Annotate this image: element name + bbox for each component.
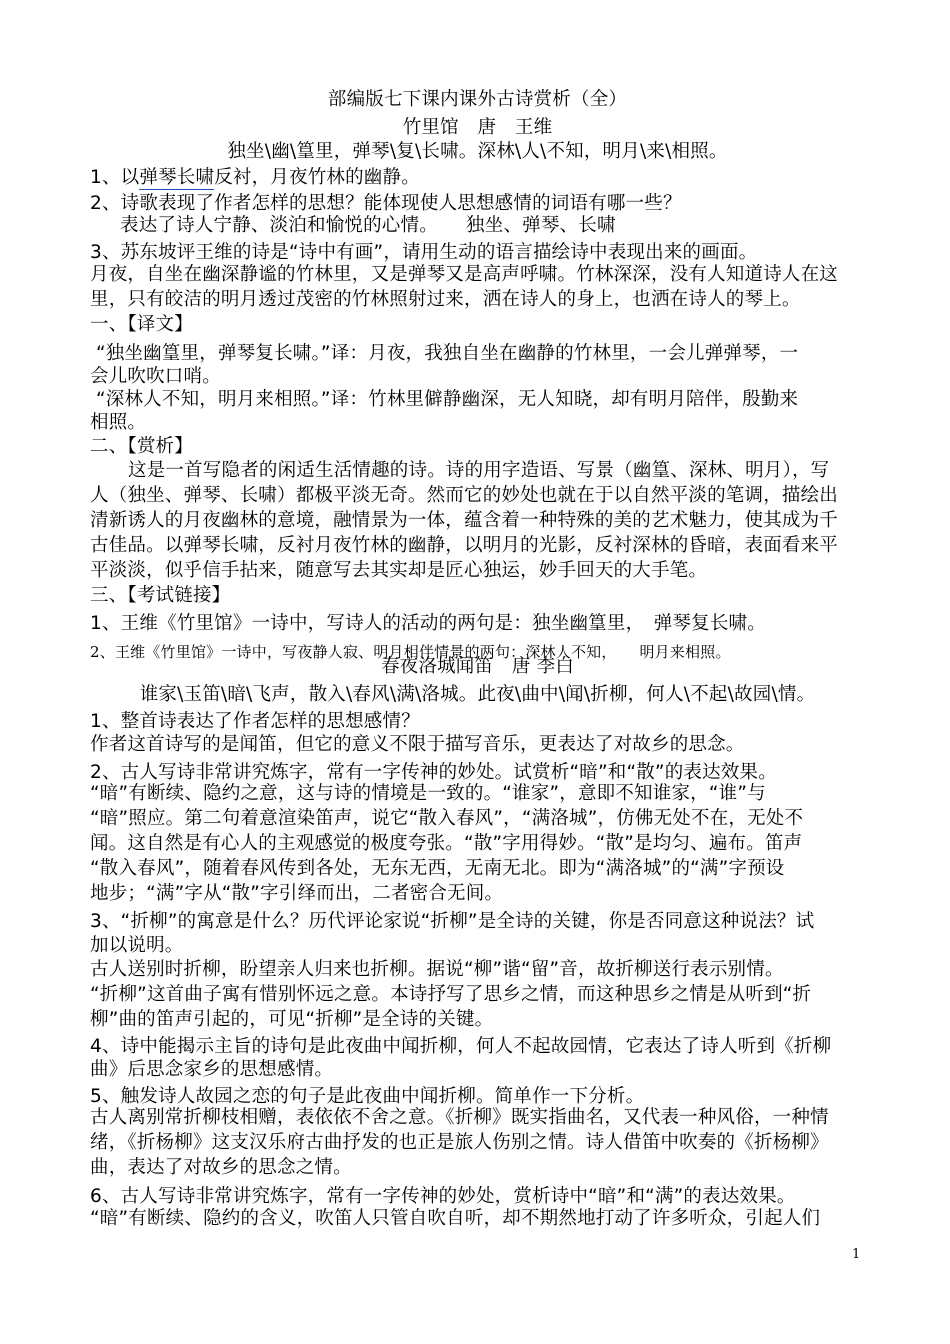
poem1-verse: 独坐\幽\篁里，弹琴\复\长啸。深林\人\不知，明月\来\相照。 bbox=[227, 141, 728, 162]
poem1-answer-3-line: 里，只有皎洁的明月透过茂密的竹林照射过来，洒在诗人的身上，也洒在诗人的琴上。 bbox=[90, 289, 801, 310]
section-heading-exam-link: 三、【考试链接】 bbox=[90, 585, 231, 606]
exam-link-2: 2、王维《竹里馆》一诗中，写夜静人寂、明月相伴情景的两句：深林人不知， 明月来相照。 bbox=[90, 643, 731, 661]
poem2-answer-3-line: 古人送别时折柳，盼望亲人归来也折柳。据说“柳”谐“留”音，故折柳送行表示别情。 bbox=[90, 959, 784, 980]
underlined-phrase: 弹琴长啸 bbox=[139, 167, 215, 188]
poem2-answer-5-line: 曲，表达了对故乡的思念之情。 bbox=[90, 1157, 352, 1178]
appreciation-line: 人（独坐、弹琴、长啸）都极平淡无奇。然而它的妙处也就在于以自然平淡的笔调，描绘出 bbox=[90, 485, 839, 506]
poem2-question-3-line: 3、“折柳”的寓意是什么？历代评论家说“折柳”是全诗的关键，你是否同意这种说法？试 bbox=[90, 911, 815, 932]
question-text: 反衬，月夜竹林的幽静。 bbox=[214, 167, 420, 188]
poem2-answer-2-line: 地步；“满”字从“散”字引绎而出，二者密合无间。 bbox=[90, 883, 504, 904]
document-title: 部编版七下课内课外古诗赏析（全） bbox=[327, 89, 628, 110]
poem2-answer-2-line: “暗”照应。第二句着意渲染笛声，说它“散入春风”，“满洛城”，仿佛无处不在，无处不 bbox=[90, 808, 804, 829]
poem2-answer-3-line: “折柳”这首曲子寓有惜别怀远之意。本诗抒写了思乡之情，而这种思乡之情是从听到“折 bbox=[90, 984, 812, 1005]
poem2-heading: 春夜洛城闻笛 唐 李白 bbox=[380, 656, 575, 677]
translation-line: 会儿吹吹口哨。 bbox=[90, 366, 221, 387]
appreciation-line: 古佳品。以弹琴长啸，反衬月夜竹林的幽静，以明月的光影，反衬深林的昏暗，表面看来平 bbox=[90, 535, 839, 556]
poem2-verse: 谁家\玉笛\暗\飞声，散入\春风\满\洛城。此夜\曲中\闻\折柳，何人\不起\故园\情。 bbox=[139, 684, 816, 705]
poem1-question-3: 3、苏东坡评王维的诗是“诗中有画”，请用生动的语言描绘诗中表现出来的画面。 bbox=[90, 242, 758, 263]
poem2-question-4-line: 曲》后思念家乡的思想感情。 bbox=[90, 1059, 334, 1080]
poem2-question-2: 2、古人写诗非常讲究炼字，常有一字传神的妙处。试赏析“暗”和“散”的表达效果。 bbox=[90, 762, 777, 783]
poem1-question-1 bbox=[90, 166, 865, 190]
poem2-answer-3-line: 柳”曲的笛声引起的，可见“折柳”是全诗的关键。 bbox=[90, 1009, 494, 1030]
translation-line: “深林人不知，明月来相照。”译：竹林里僻静幽深，无人知晓，却有明月陪伴，殷勤来 bbox=[96, 389, 799, 410]
poem2-question-5: 5、触发诗人故园之恋的句子是此夜曲中闻折柳。简单作一下分析。 bbox=[90, 1086, 645, 1107]
poem2-question-1: 1、整首诗表达了作者怎样的思想感情？ bbox=[90, 711, 420, 732]
poem2-question-6: 6、古人写诗非常讲究炼字，常有一字传神的妙处，赏析诗中“暗”和“满”的表达效果。 bbox=[90, 1186, 796, 1207]
translation-line: 相照。 bbox=[90, 412, 147, 433]
poem2-question-3-line: 加以说明。 bbox=[90, 935, 184, 956]
appreciation-line: 清新诱人的月夜幽林的意境，融情景为一体，蕴含着一种特殊的美的艺术魅力，使其成为千 bbox=[90, 510, 839, 531]
poem2-answer-5-line: 绪，《折杨柳》这支汉乐府古曲抒发的也正是旅人伤别之情。诗人借笛中吹奏的《折杨柳》 bbox=[90, 1132, 829, 1153]
exam-link-1: 1、王维《竹里馆》一诗中，写诗人的活动的两句是：独坐幽篁里， 弹琴复长啸。 bbox=[90, 613, 766, 634]
poem1-answer-3-line: 月夜，自坐在幽深静谧的竹林里，又是弹琴又是高声呼啸。竹林深深，没有人知道诗人在这 bbox=[90, 264, 839, 285]
appreciation-line: 平淡淡，似乎信手拈来，随意写去其实却是匠心独运，妙手回天的大手笔。 bbox=[90, 560, 708, 581]
poem2-answer-6: “暗”有断续、隐约的含义，吹笛人只管自吹自听，却不期然地打动了许多听众，引起人们 bbox=[90, 1208, 821, 1229]
poem1-heading: 竹里馆 唐 王维 bbox=[402, 117, 553, 138]
section-heading-appreciation: 二、【赏析】 bbox=[90, 436, 193, 457]
question-text: 1、以 bbox=[90, 167, 140, 188]
poem2-answer-2-line: 闻。这自然是有心人的主观感觉的极度夸张。“散”字用得妙。“散”是均匀、遍布。笛声 bbox=[90, 833, 803, 854]
poem1-answer-2: 表达了诗人宁静、淡泊和愉悦的心情。 独坐、弹琴、长啸 bbox=[120, 215, 616, 236]
poem2-answer-1: 作者这首诗写的是闻笛，但它的意义不限于描写音乐，更表达了对故乡的思念。 bbox=[90, 734, 745, 755]
page-number: 1 bbox=[852, 1247, 861, 1262]
poem2-answer-2-line: “暗”有断续、隐约之意，这与诗的情境是一致的。“谁家”，意即不知谁家，“谁”与 bbox=[90, 783, 766, 804]
poem1-question-2: 2、诗歌表现了作者怎样的思想？能体现使人思想感情的词语有哪一些？ bbox=[90, 193, 682, 214]
poem2-answer-5-line: 古人离别常折柳枝相赠，表依依不舍之意。《折柳》既实指曲名，又代表一种风俗，一种情 bbox=[90, 1107, 829, 1128]
section-heading-translation: 一、【译文】 bbox=[90, 314, 193, 335]
appreciation-line: 这是一首写隐者的闲适生活情趣的诗。诗的用字造语、写景（幽篁、深林、明月），写 bbox=[128, 460, 830, 481]
poem2-answer-2-line: “散入春风”，随着春风传到各处，无东无西，无南无北。即为“满洛城”的“满”字预设 bbox=[90, 858, 785, 879]
poem2-question-4-line: 4、诗中能揭示主旨的诗句是此夜曲中闻折柳，何人不起故园情，它表达了诗人听到《折柳 bbox=[90, 1036, 832, 1057]
translation-line: “独坐幽篁里，弹琴复长啸。”译：月夜，我独自坐在幽静的竹林里，一会儿弹弹琴，一 bbox=[96, 343, 799, 364]
